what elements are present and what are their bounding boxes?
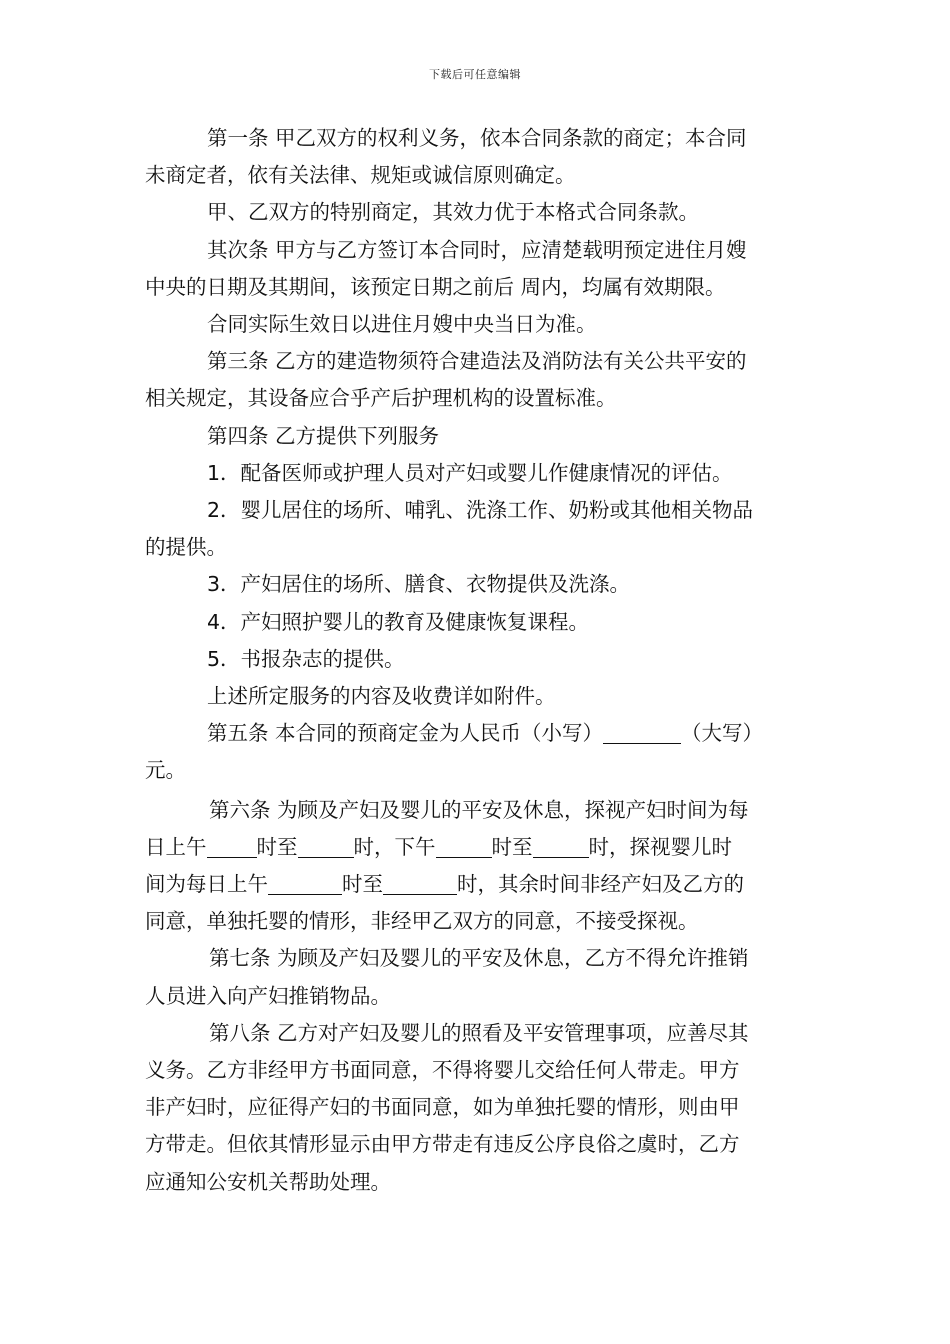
visit-mother-am-end-blank[interactable] [298,835,354,858]
clause-3-line-2: 相关规定，其设备应合乎产后护理机构的设置标准。 [145,386,617,411]
visit-baby-am-end-blank[interactable] [383,872,457,895]
clause-6-line-4: 同意，单独托婴的情形，非经甲乙双方的同意，不接受探视。 [145,909,699,934]
visit-mother-pm-start-blank[interactable] [436,835,492,858]
clause-2-line-1: 其次条 甲方与乙方签订本合同时，应清楚载明预定进住月嫂 [207,237,747,262]
visit-baby-am-start-blank[interactable] [268,872,342,895]
clause-2-supplement: 合同实际生效日以进住月嫂中央当日为准。 [207,312,597,337]
contract-body [145,120,809,1201]
clause-6-line-2 [145,829,809,866]
clause-6-text-c: 时，下午 [353,834,436,859]
clause-6-text-e: 时，探视婴儿时 [588,834,732,859]
clause-6-line-3 [145,866,809,903]
clause-8-line-1: 第八条 乙方对产妇及婴儿的照看及平安管理事项，应善尽其 [209,1020,749,1045]
clause-4-heading: 第四条 乙方提供下列服务 [207,423,440,448]
clause-6-text-h: 时，其余时间非经产妇及乙方的 [457,872,744,897]
clause-1-line-2: 未商定者，依有关法律、规矩或诚信原则确定。 [145,163,576,188]
clause-3-line-1: 第三条 乙方的建造物须符合建造法及消防法有关公共平安的 [207,349,747,374]
clause-6-text-d: 时至 [491,834,533,859]
clause-5-line-1 [145,715,809,752]
deposit-amount-blank[interactable] [603,721,681,744]
clause-7-line-2: 人员进入向产妇推销物品。 [145,983,391,1008]
clause-5-text-a: 第五条 本合同的预商定金为人民币（小写） [207,721,604,746]
clause-2-line-2: 中央的日期及其期间，该预定日期之前后 周内，均属有效期限。 [145,274,726,299]
clause-1-supplement: 甲、乙双方的特别商定，其效力优于本格式合同条款。 [207,200,699,225]
clause-8-line-3: 非产妇时，应征得产妇的书面同意，如为单独托婴的情形，则由甲 [145,1095,740,1120]
clause-8-line-2: 义务。乙方非经甲方书面同意，不得将婴儿交给任何人带走。甲方 [145,1058,740,1083]
clause-6-text-f: 间为每日上午 [145,872,268,897]
clause-8-line-5: 应通知公安机关帮助处理。 [145,1169,391,1194]
service-item-5: 5．书报杂志的提供。 [207,646,405,671]
clause-6-text-a: 日上午 [145,834,207,859]
services-fee-note: 上述所定服务的内容及收费详如附件。 [207,684,556,709]
service-item-1: 1．配备医师或护理人员对产妇或婴儿作健康情况的评估。 [207,460,733,485]
clause-5-text-b: （大写） [681,721,764,746]
service-item-2-line-1: 2．婴儿居住的场所、哺乳、洗涤工作、奶粉或其他相关物品 [207,498,754,523]
service-item-4: 4．产妇照护婴儿的教育及健康恢复课程。 [207,609,590,634]
clause-7-line-1: 第七条 为顾及产妇及婴儿的平安及休息，乙方不得允许推销 [209,946,749,971]
page-header: 下载后可任意编辑 [429,68,521,81]
service-item-3: 3．产妇居住的场所、膳食、衣物提供及洗涤。 [207,572,631,597]
visit-mother-pm-end-blank[interactable] [533,835,589,858]
clause-6-text-b: 时至 [256,834,298,859]
clause-6-text-g: 时至 [342,872,383,897]
visit-mother-am-start-blank[interactable] [207,835,257,858]
clause-8-line-4: 方带走。但依其情形显示由甲方带走有违反公序良俗之虞时，乙方 [145,1132,740,1157]
service-item-2-line-2: 的提供。 [145,535,227,560]
clause-5-line-2: 元。 [145,758,186,783]
clause-6-line-1: 第六条 为顾及产妇及婴儿的平安及休息，探视产妇时间为每 [209,797,749,822]
clause-1-line-1: 第一条 甲乙双方的权利义务，依本合同条款的商定；本合同 [207,126,747,150]
